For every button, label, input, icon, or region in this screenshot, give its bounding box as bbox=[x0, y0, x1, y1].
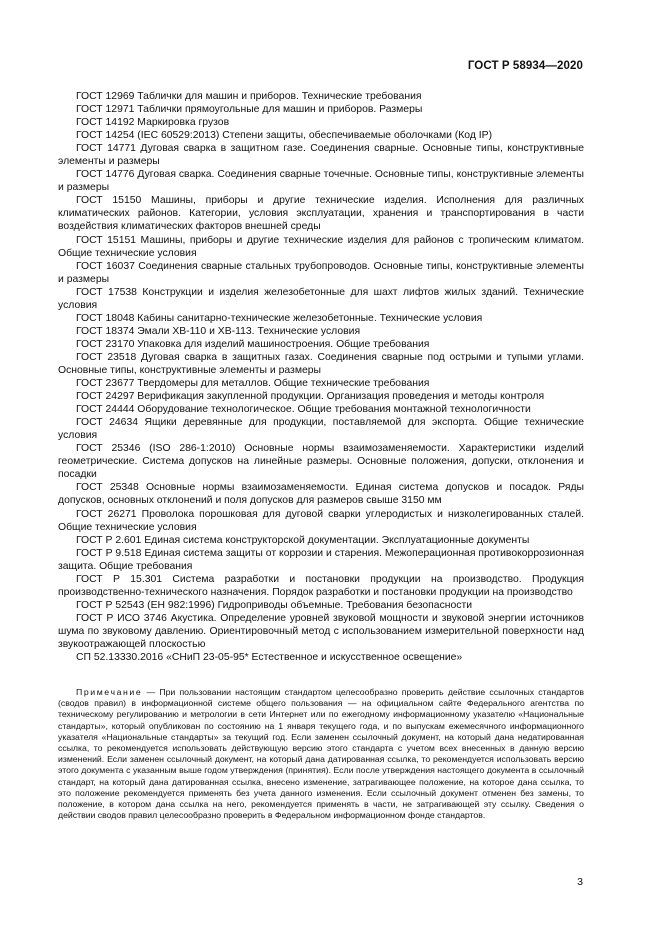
reference-item: ГОСТ Р 9.518 Единая система защиты от коррозии и старения. Межоперационная противокоррозионная защита. Общие требования bbox=[58, 547, 584, 572]
reference-item: ГОСТ 17538 Конструкции и изделия железобетонные для шахт лифтов жилых зданий. Технические условия bbox=[58, 286, 584, 311]
reference-item: ГОСТ 14254 (IEC 60529:2013) Степени защиты, обеспечиваемые оболочками (Код IP) bbox=[76, 130, 493, 142]
reference-item: ГОСТ 26271 Проволока порошковая для дуговой сварки углеродистых и низколегированных сталей. Общие технические условия bbox=[58, 508, 584, 533]
note-paragraph bbox=[58, 687, 584, 821]
reference-item: ГОСТ 25346 (ISO 286-1:2010) Основные нормы взаимозаменяемости. Характеристики изделий геометрические. Система допусков на линейные размеры. Основные положения, допуски, отклонения и посадки bbox=[58, 443, 584, 481]
reference-item: ГОСТ 25348 Основные нормы взаимозаменяемости. Единая система допусков и посадок. Ряды допусков, основных отклонений и поля допусков для размеров свыше 3150 мм bbox=[58, 482, 584, 507]
reference-item: ГОСТ 18048 Кабины санитарно-технические железобетонные. Технические условия bbox=[76, 312, 483, 324]
reference-item: ГОСТ Р 52543 (ЕН 982:1996) Гидроприводы объемные. Требования безопасности bbox=[76, 599, 473, 611]
reference-item: ГОСТ 23170 Упаковка для изделий машиностроения. Общие требования bbox=[76, 338, 430, 350]
normative-references-list bbox=[58, 90, 584, 664]
page-number: 3 bbox=[577, 876, 583, 888]
reference-item: ГОСТ 12969 Таблички для машин и приборов. Технические требования bbox=[76, 91, 422, 102]
reference-item: ГОСТ 24634 Ящики деревянные для продукции, поставляемой для экспорта. Общие технические условия bbox=[58, 417, 584, 442]
reference-item: ГОСТ Р 2.601 Единая система конструкторской документации. Эксплуатационные документы bbox=[76, 534, 530, 546]
reference-item: ГОСТ 23677 Твердомеры для металлов. Общие технические требования bbox=[76, 378, 430, 390]
reference-item: ГОСТ 14771 Дуговая сварка в защитном газе. Соединения сварные. Основные типы, конструктивные элементы и размеры bbox=[58, 143, 584, 168]
reference-item: ГОСТ 23518 Дуговая сварка в защитных газах. Соединения сварные под острыми и тупыми углами. Основные типы, конструктивные элементы и размеры bbox=[58, 351, 584, 376]
reference-item: ГОСТ 24444 Оборудование технологическое. Общие требования монтажной технологичности bbox=[76, 404, 531, 416]
reference-item: ГОСТ 15151 Машины, приборы и другие технические изделия для районов с тропическим климатом. Общие технические условия bbox=[58, 234, 584, 259]
document-code-header: ГОСТ Р 58934—2020 bbox=[467, 60, 583, 72]
reference-item: СП 52.13330.2016 «СНиП 23-05-95* Естественное и искусственное освещение» bbox=[76, 652, 463, 664]
reference-item: ГОСТ 15150 Машины, приборы и другие технические изделия. Исполнения для различных климатических районов. Категории, условия эксплуатации, хранения и транспортирования в части воздействия климатических факторов внешней среды bbox=[58, 195, 584, 233]
reference-item: ГОСТ 14192 Маркировка грузов bbox=[76, 117, 230, 129]
reference-item: ГОСТ Р ИСО 3746 Акустика. Определение уровней звуковой мощности и звуковой энергии источников шума по звуковому давлению. Ориентировочный метод с использованием измерительной поверхности над звукоотражающей плоскостью bbox=[58, 612, 584, 650]
reference-item: ГОСТ 12971 Таблички прямоугольные для машин и приборов. Размеры bbox=[76, 104, 423, 116]
note-label: Примечание bbox=[76, 687, 143, 697]
reference-item: ГОСТ 18374 Эмали ХВ-110 и ХВ-113. Технические условия bbox=[76, 325, 361, 337]
note-text: — При пользовании настоящим стандартом целесообразно проверить действие ссылочных стандартов (сводов правил) в информационной системе общего пользования — на официальном сайте Федерального агентства по техническому регулированию и метрологии в сети Интернет или по ежегодному информационному указателю «Национальные стандарты», который опубликован по состоянию на 1 января текущего года, и по выпускам ежемесячного информационного указателя «Национальные стандарты» за текущий год. Если заменен ссылочный документ, на который дана недатированная ссылка, то рекомендуется использовать действующую версию этого стандарта с учетом всех внесенных в данную версию изменений. Если заменен ссылочный документ, на который дана датированная ссылка, то рекомендуется использовать версию этого документа с указанным выше годом утверждения (принятия). Если после утверждения настоящего документа в ссылочный стандарт, на который дана датированная ссылка, внесено изменение, затрагивающее положение, на которое дана ссылка, то это положение рекомендуется применять без учета данного изменения. Если ссылочный документ отменен без замены, то положение, в котором дана ссылка на него, рекомендуется применять в части, не затрагивающей эту ссылку. Сведения о действии сводов правил целесообразно проверить в Федеральном информационном фонде стандартов. bbox=[58, 687, 584, 821]
reference-item: ГОСТ Р 15.301 Система разработки и постановки продукции на производство. Продукция производственно-технического назначения. Порядок разработки и постановки продукции на производство bbox=[58, 573, 584, 598]
reference-item: ГОСТ 24297 Верификация закупленной продукции. Организация проведения и методы контроля bbox=[76, 391, 545, 403]
reference-item: ГОСТ 16037 Соединения сварные стальных трубопроводов. Основные типы, конструктивные элементы и размеры bbox=[58, 260, 584, 285]
reference-item: ГОСТ 14776 Дуговая сварка. Соединения сварные точечные. Основные типы, конструктивные элементы и размеры bbox=[58, 169, 584, 194]
